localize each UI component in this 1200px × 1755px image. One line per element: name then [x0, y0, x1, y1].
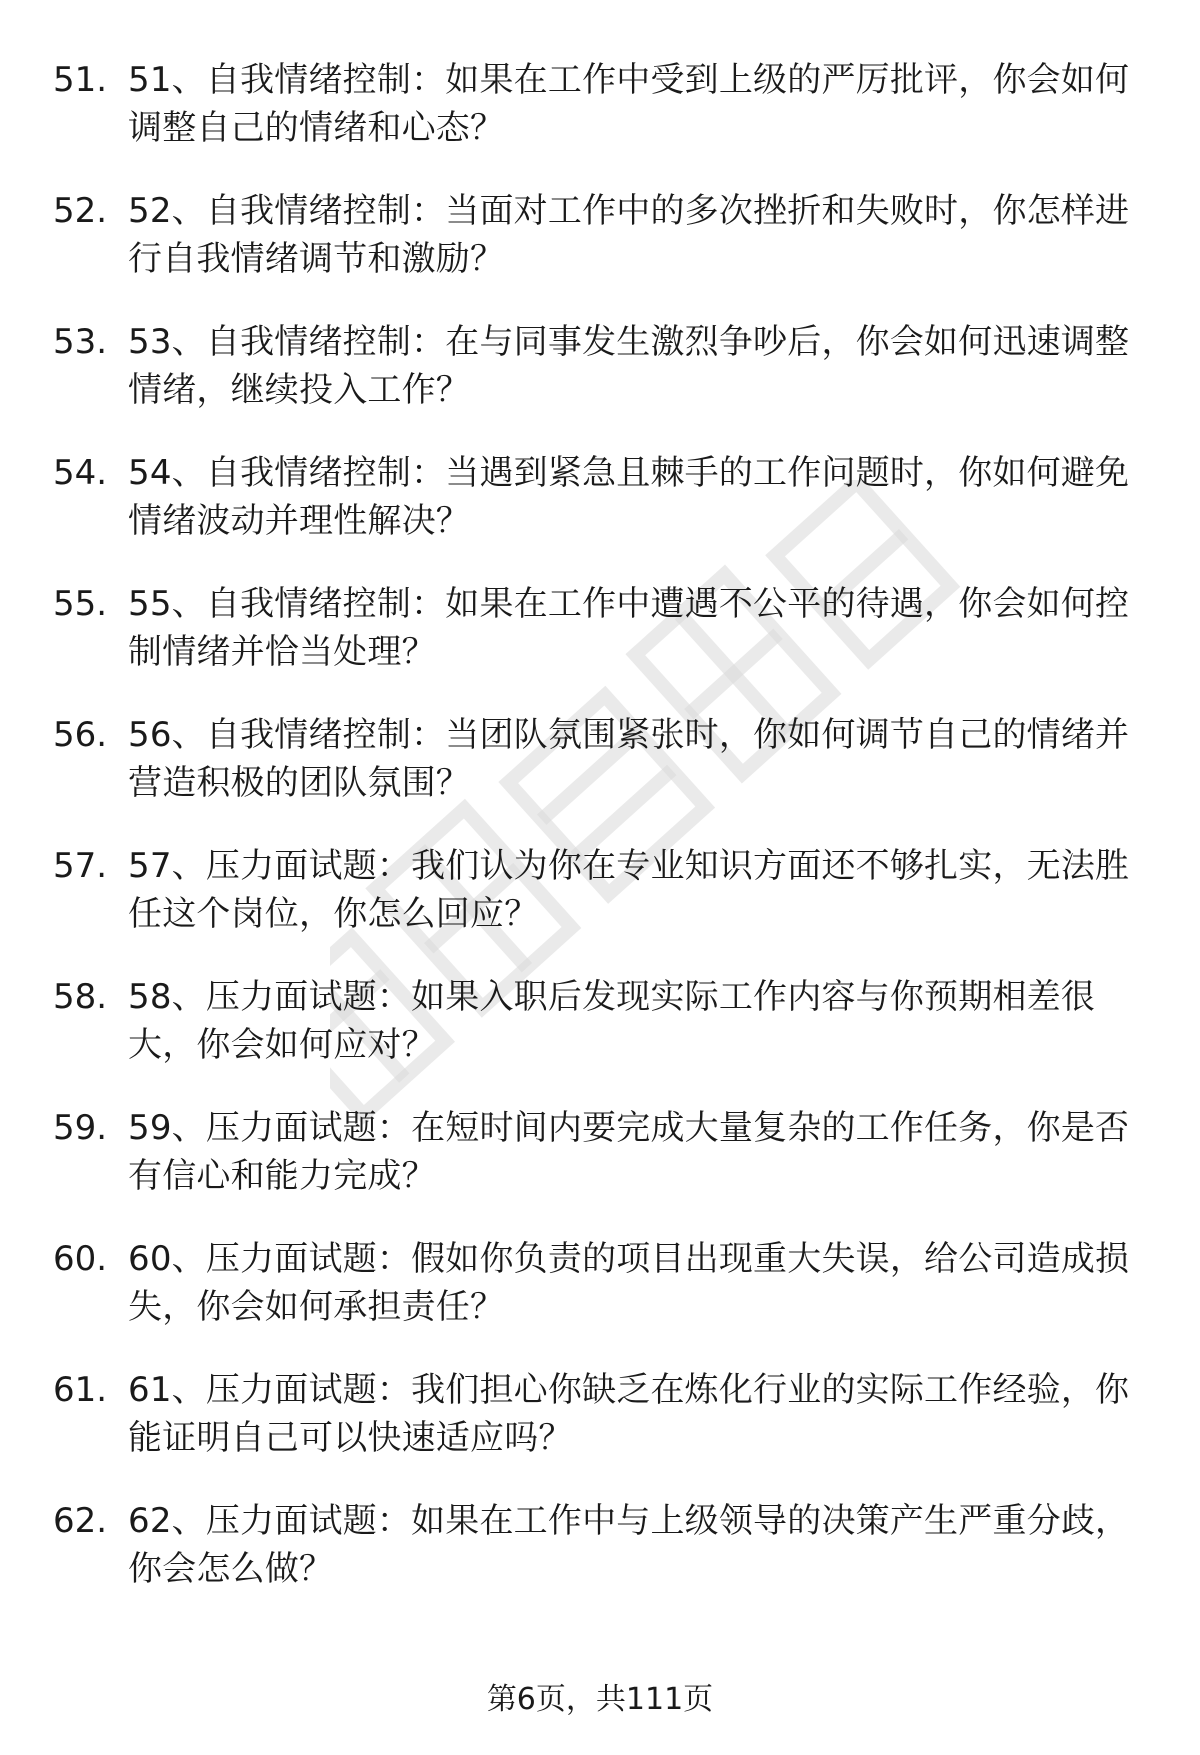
question-item	[0, 56, 1200, 187]
question-item	[0, 580, 1200, 711]
question-number: 56.	[53, 715, 108, 755]
question-number: 62.	[53, 1501, 108, 1541]
question-text: 54、自我情绪控制：当遇到紧急且棘手的工作问题时，你如何避免情绪波动并理性解决？	[128, 453, 1130, 541]
question-text: 61、压力面试题：我们担心你缺乏在炼化行业的实际工作经验，你能证明自己可以快速适应吗？	[128, 1370, 1130, 1458]
question-item	[0, 973, 1200, 1104]
question-item	[0, 711, 1200, 842]
question-text: 53、自我情绪控制：在与同事发生激烈争吵后，你会如何迅速调整情绪，继续投入工作？	[128, 322, 1130, 410]
question-text: 59、压力面试题：在短时间内要完成大量复杂的工作任务，你是否有信心和能力完成？	[128, 1108, 1130, 1196]
question-number: 58.	[53, 977, 108, 1017]
question-number: 54.	[53, 453, 108, 493]
question-number: 53.	[53, 322, 108, 362]
question-number: 61.	[53, 1370, 108, 1410]
question-item	[0, 1104, 1200, 1235]
question-number: 52.	[53, 191, 108, 231]
question-text: 52、自我情绪控制：当面对工作中的多次挫折和失败时，你怎样进行自我情绪调节和激励？	[128, 191, 1130, 279]
question-text: 51、自我情绪控制：如果在工作中受到上级的严厉批评，你会如何调整自己的情绪和心态？	[128, 60, 1130, 148]
question-text: 55、自我情绪控制：如果在工作中遭遇不公平的待遇，你会如何控制情绪并恰当处理？	[128, 584, 1130, 672]
question-text: 62、压力面试题：如果在工作中与上级领导的决策产生严重分歧，你会怎么做？	[128, 1501, 1130, 1589]
question-number: 57.	[53, 846, 108, 886]
question-list	[0, 56, 1200, 1628]
question-number: 60.	[53, 1239, 108, 1279]
question-text: 58、压力面试题：如果入职后发现实际工作内容与你预期相差很大，你会如何应对？	[128, 977, 1096, 1065]
question-number: 51.	[53, 60, 108, 100]
question-item	[0, 842, 1200, 973]
question-item	[0, 1366, 1200, 1497]
question-text: 60、压力面试题：假如你负责的项目出现重大失误，给公司造成损失，你会如何承担责任？	[128, 1239, 1130, 1327]
question-item	[0, 1235, 1200, 1366]
question-item	[0, 1497, 1200, 1628]
question-text: 56、自我情绪控制：当团队氛围紧张时，你如何调节自己的情绪并营造积极的团队氛围？	[128, 715, 1130, 803]
question-text: 57、压力面试题：我们认为你在专业知识方面还不够扎实，无法胜任这个岗位，你怎么回应？	[128, 846, 1130, 934]
question-number: 55.	[53, 584, 108, 624]
question-item	[0, 318, 1200, 449]
page-footer: 第6页，共111页	[486, 1682, 714, 1717]
question-item	[0, 449, 1200, 580]
question-number: 59.	[53, 1108, 108, 1148]
question-item	[0, 187, 1200, 318]
